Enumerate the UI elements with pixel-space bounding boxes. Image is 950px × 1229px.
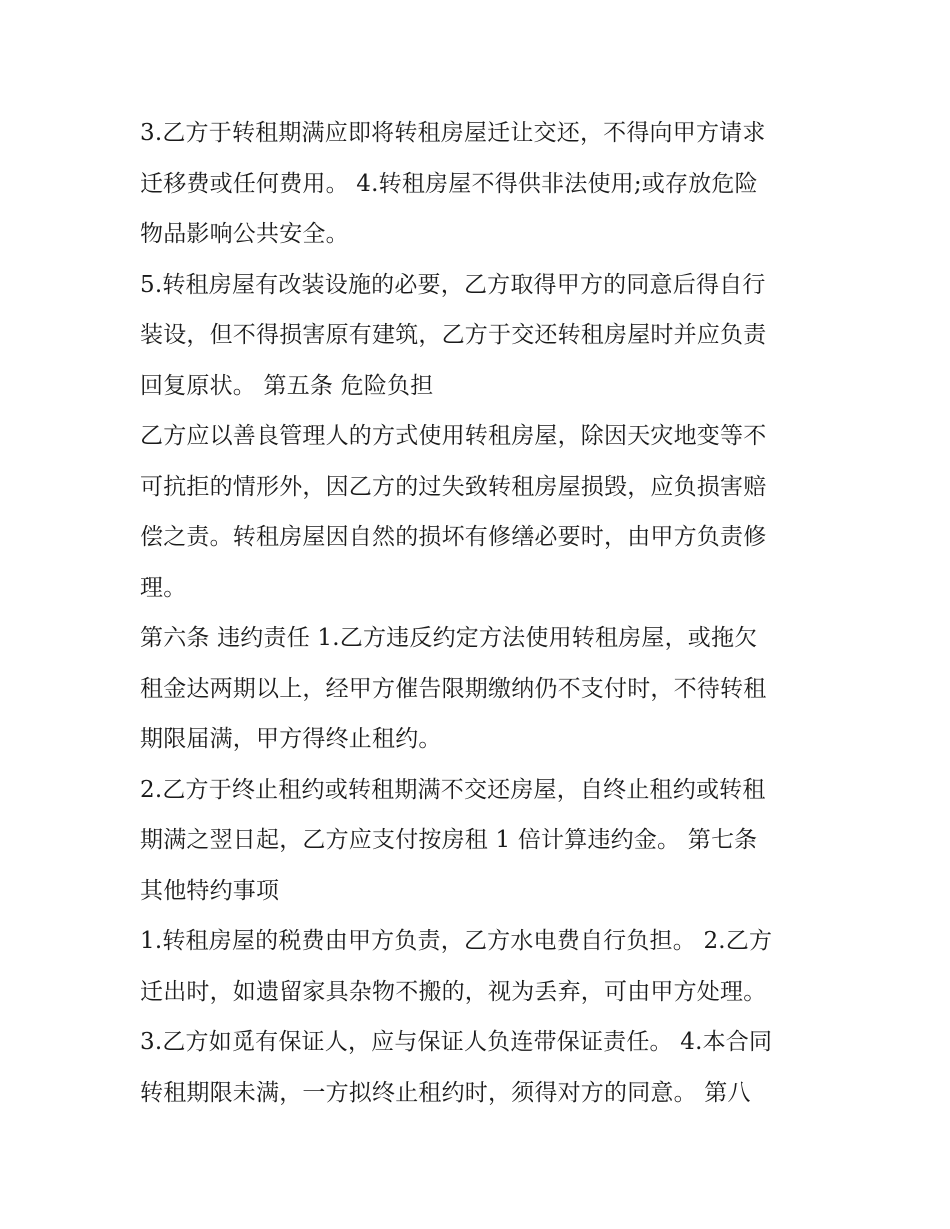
text-line: 装设，但不得损害原有建筑，乙方于交还转租房屋时并应负责 — [140, 322, 767, 348]
text-line: 5.转租房屋有改装设施的必要，乙方取得甲方的同意后得自行 — [140, 271, 766, 298]
text-line: 偿之责。转租房屋因自然的损坏有修缮必要时，由甲方负责修 — [140, 524, 767, 550]
text-line: 物品影响公共安全。 — [140, 221, 349, 247]
text-line: 迁出时，如遗留家具杂物不搬的，视为丢弃，可由甲方处理。 — [140, 978, 767, 1005]
text-line: 租金达两期以上，经甲方催告限期缴纳仍不支付时，不待转租 — [140, 675, 767, 702]
text-line: 第六条 违约责任 1.乙方违反约定方法使用转租房屋，或拖欠 — [140, 625, 758, 651]
text-line: 其他特约事项 — [140, 877, 280, 904]
text-line: 期限届满，甲方得终止租约。 — [140, 726, 442, 752]
text-line: 迁移费或任何费用。 4.转租房屋不得供非法使用;或存放危险 — [140, 170, 758, 197]
text-line: 乙方应以善良管理人的方式使用转租房屋，除因天灾地变等不 — [140, 423, 767, 449]
text-line: 3.乙方如觅有保证人，应与保证人负连带保证责任。 4.本合同 — [140, 1029, 773, 1055]
text-line: 1.转租房屋的税费由甲方负责，乙方水电费自行负担。 2.乙方 — [140, 928, 773, 954]
text-line: 转租期限未满，一方拟终止租约时，须得对方的同意。 第八 — [140, 1079, 751, 1106]
document-body — [140, 108, 820, 1118]
text-line: 期满之翌日起，乙方应支付按房租 1 倍计算违约金。 第七条 — [140, 827, 758, 853]
text-line: 回复原状。 第五条 危险负担 — [140, 372, 434, 399]
text-line: 2.乙方于终止租约或转租期满不交还房屋，自终止租约或转租 — [140, 776, 766, 803]
text-line: 3.乙方于转租期满应即将转租房屋迁让交还，不得向甲方请求 — [140, 120, 766, 146]
text-line: 可抗拒的情形外，因乙方的过失致转租房屋损毁，应负损害赔 — [140, 473, 767, 500]
text-line: 理。 — [140, 574, 187, 601]
